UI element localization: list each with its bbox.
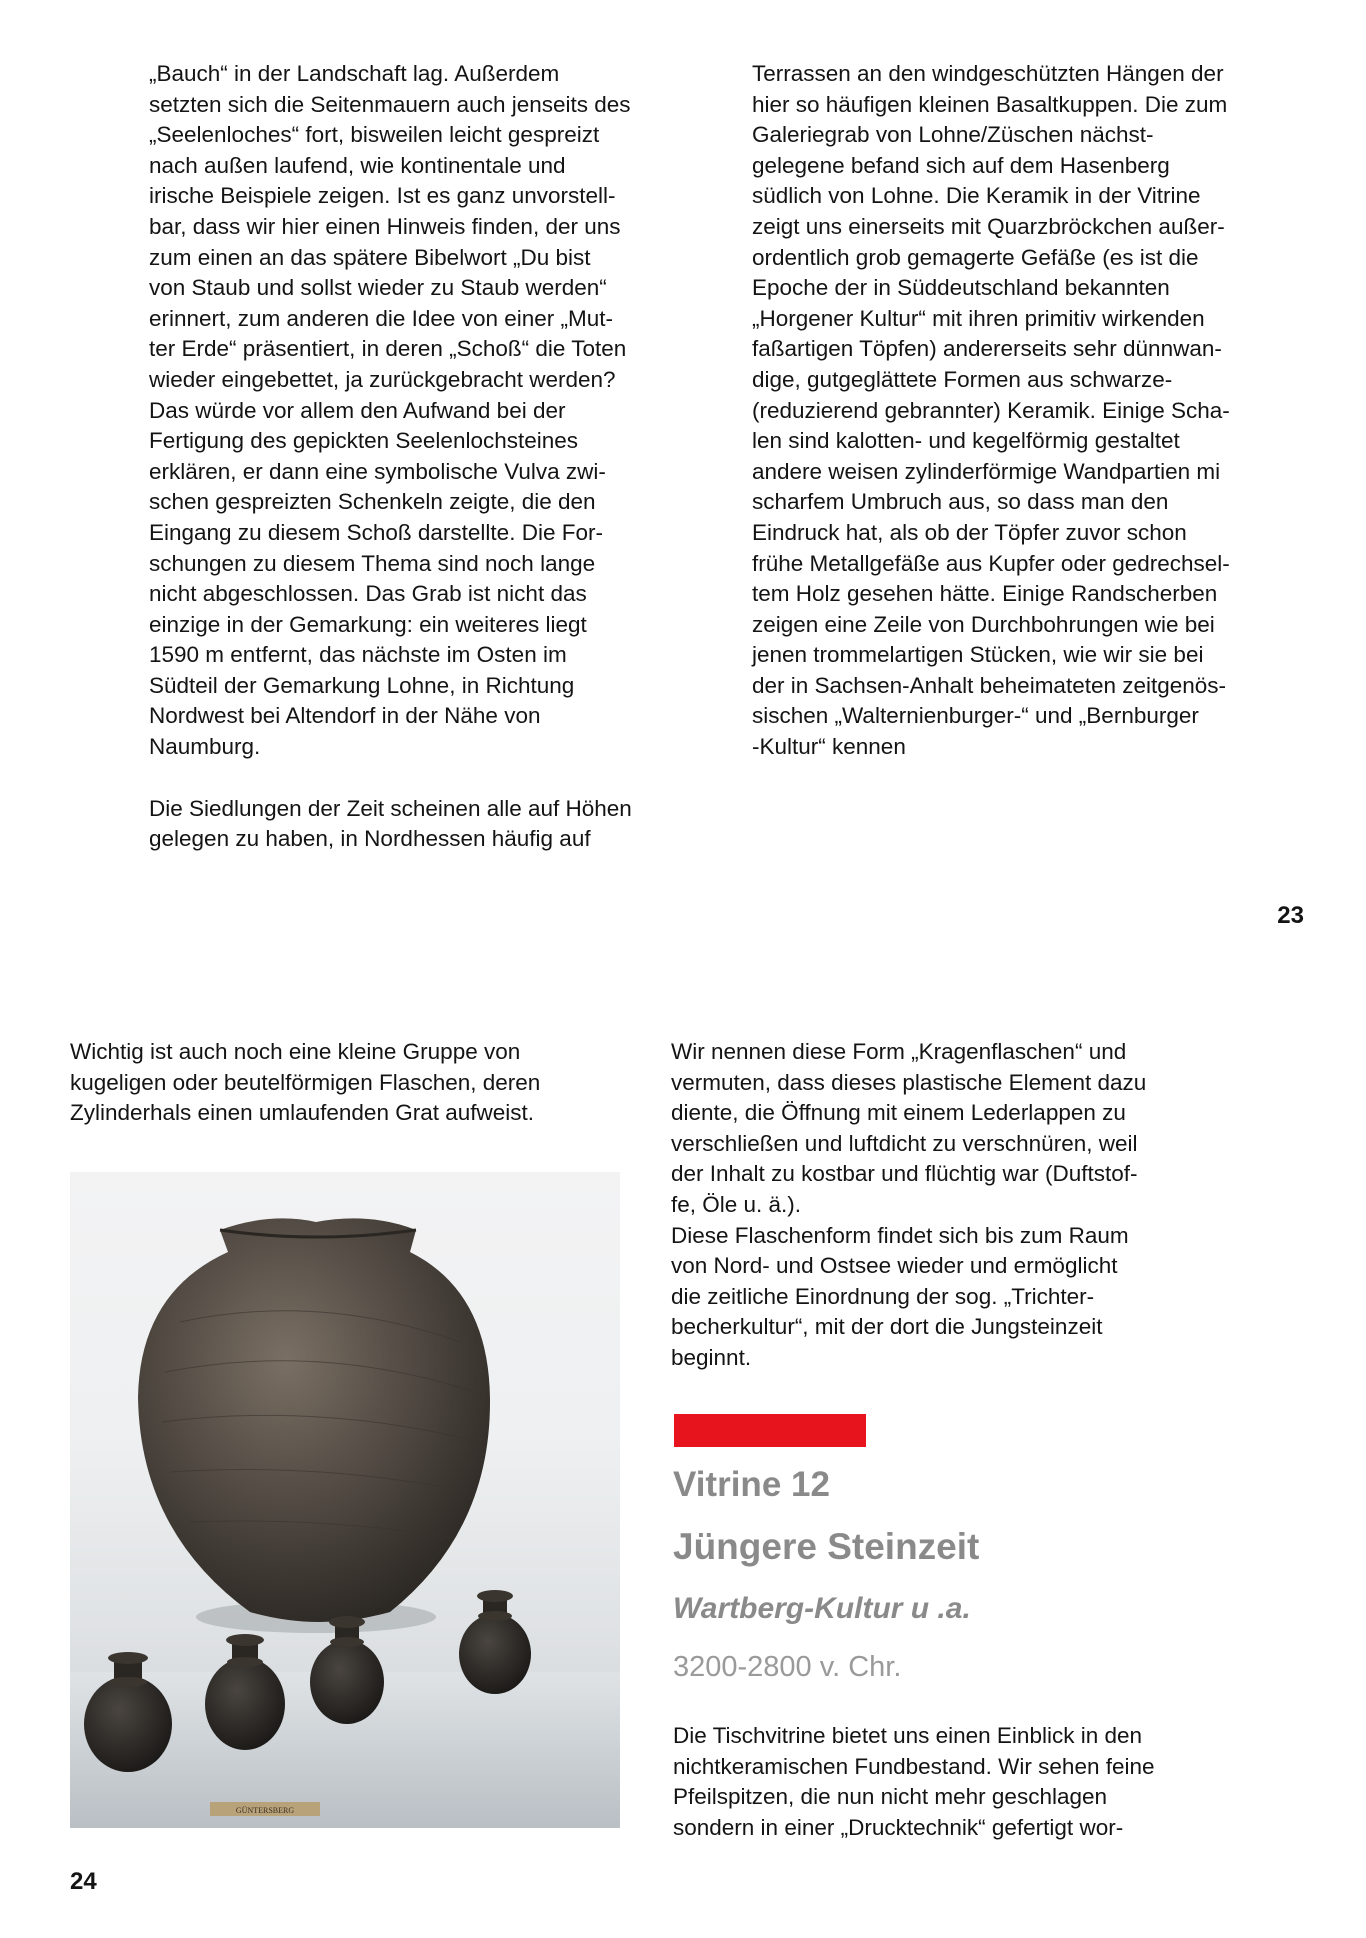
page24-intro-paragraph [70,1037,630,1129]
page23-right-column [752,59,1322,763]
page23-right-line: der in Sachsen-Anhalt beheimateten zeitgenös- [752,672,1227,698]
page23-left-p1-line: 1590 m entfernt, das nächste im Osten im [149,642,567,668]
page24-right-line: becherkultur“, mit der dort die Jungsteinzeit [671,1314,1103,1340]
page24-intro-line: kugeligen oder beutelförmigen Flaschen, deren [70,1069,541,1095]
large-pot [138,1218,490,1622]
page23-left-p1-line: Eingang zu diesem Schoß darstellte. Die For- [149,519,603,545]
page23-left-p1-line: bar, dass wir hier einen Hinweis finden, der uns [149,213,621,239]
page23-left-p1-line: Das würde vor allem den Aufwand bei der [149,397,566,423]
page24-right-line: diente, die Öffnung mit einem Lederlappen zu [671,1100,1126,1126]
page23-left-p2-line: gelegen zu haben, in Nordhessen häufig auf [149,826,591,852]
page24-right-line: fe, Öle u. ä.). [671,1191,802,1217]
page23-right-line: tem Holz gesehen hätte. Einige Randscherben [752,581,1218,607]
vessel-photo [70,1172,620,1828]
page23-right-line: Epoche der in Süddeutschland bekannten [752,275,1170,301]
page24-intro-line: Zylinderhals einen umlaufenden Grat aufweist. [70,1100,535,1126]
page23-left-column [149,59,709,855]
page24-left-intro [70,1037,630,1129]
page23-right-line: zeigen eine Zeile von Durchbohrungen wie bei [752,611,1215,637]
page23-left-p1-line: zum einen an das spätere Bibelwort „Du bist [149,244,591,270]
page23-left-p1-line: erinnert, zum anderen die Idee von einer „Mut- [149,305,613,331]
page23-right-line: jenen trommelartigen Stücken, wie wir sie bei [752,642,1204,668]
vitrine-date: 3200-2800 v. Chr. [673,1651,902,1683]
page23-right-line: hier so häufigen kleinen Basaltkuppen. Die zum [752,91,1228,117]
page23-right-line: Galeriegrab von Lohne/Züschen nächst- [752,122,1154,148]
page24-right-line: Diese Flaschenform findet sich bis zum Raum [671,1222,1129,1248]
page23-left-paragraph-1 [149,59,709,763]
page23-left-p1-line: nach außen laufend, wie kontinentale und [149,152,566,178]
page23-right-line: Terrassen an den windgeschützten Hängen der [752,61,1224,86]
page-number-24: 24 [70,1868,97,1895]
page23-right-line: frühe Metallgefäße aus Kupfer oder gedrechsel- [752,550,1230,576]
page23-left-p1-line: ter Erde“ präsentiert, in deren „Schoß“ die Toten [149,336,627,362]
tisch-line: sondern in einer „Drucktechnik“ gefertigt wor- [673,1814,1124,1840]
red-accent-bar [674,1414,866,1447]
page24-intro-line: Wichtig ist auch noch eine kleine Gruppe von [70,1039,521,1064]
vitrine-title: Jüngere Steinzeit [673,1526,980,1567]
page23-left-p2-line: Die Siedlungen der Zeit scheinen alle auf Höhen [149,795,632,821]
tischvitrine-text [673,1721,1273,1843]
page24-right-line: von Nord- und Ostsee wieder und ermöglicht [671,1253,1118,1279]
page23-right-line: Eindruck hat, als ob der Töpfer zuvor schon [752,519,1187,545]
page23-left-p1-line: nicht abgeschlossen. Das Grab ist nicht das [149,581,587,607]
page23-right-line: ordentlich grob gemagerte Gefäße (es ist die [752,244,1199,270]
page23-right-line: „Horgener Kultur“ mit ihren primitiv wirkenden [752,305,1205,331]
page24-right-column [671,1037,1271,1374]
page23-left-p1-line: Fertigung des gepickten Seelenlochsteines [149,428,579,454]
photo-label-text: GÜNTERSBERG [235,1806,295,1815]
page-number-23: 23 [1277,902,1304,929]
page24-right-line: der Inhalt zu kostbar und flüchtig war (Duftstof- [671,1161,1138,1187]
page23-right-line: südlich von Lohne. Die Keramik in der Vitrine [752,183,1201,209]
page23-left-p1-line: wieder eingebettet, ja zurückgebracht werden? [149,366,616,392]
page23-right-line: faßartigen Töpfen) andererseits sehr dünnwan- [752,336,1222,362]
page23-right-line: len sind kalotten- und kegelförmig gestaltet [752,428,1180,454]
page23-left-p1-line: „Bauch“ in der Landschaft lag. Außerdem [149,61,560,86]
tisch-line: Die Tischvitrine bietet uns einen Einblick in den [673,1723,1143,1748]
page23-right-paragraph [752,59,1322,763]
page23-left-p1-line: schen gespreizten Schenkeln zeigte, die den [149,489,596,515]
page23-right-line: (reduzierend gebrannter) Keramik. Einige Scha- [752,397,1230,423]
page24-right-line: Wir nennen diese Form „Kragenflaschen“ und [671,1039,1127,1064]
vessel-photo-illustration [70,1172,620,1828]
page23-left-paragraph-2 [149,794,709,855]
page23-right-line: zeigt uns einerseits mit Quarzbröckchen außer- [752,213,1225,239]
page24-right-line: verschließen und luftdicht zu verschnüren, weil [671,1130,1138,1156]
page23-right-line: gelegene befand sich auf dem Hasenberg [752,152,1170,178]
vitrine-subtitle: Wartberg-Kultur u .a. [673,1592,971,1625]
page24-right-line: beginnt. [671,1344,752,1370]
page23-left-p1-line: Naumburg. [149,734,261,760]
page23-left-p1-line: erklären, er dann eine symbolische Vulva zwi- [149,458,606,484]
page23-right-line: dige, gutgeglättete Formen aus schwarze- [752,366,1173,392]
small-bottle-4 [459,1590,531,1694]
page23-right-line: -Kultur“ kennen [752,734,906,760]
page23-left-p1-line: Südteil der Gemarkung Lohne, in Richtung [149,672,575,698]
page24-right-paragraph [671,1037,1271,1374]
tischvitrine-paragraph [673,1721,1273,1843]
page23-left-p1-line: schungen zu diesem Thema sind noch lange [149,550,596,576]
tisch-line: Pfeilspitzen, die nun nicht mehr geschlagen [673,1784,1108,1810]
page23-left-p1-line: „Seelenloches“ fort, bisweilen leicht gespreizt [149,122,600,148]
page24-right-line: vermuten, dass dieses plastische Element dazu [671,1069,1147,1095]
small-bottle-2 [205,1634,285,1750]
page23-left-p1-line: Nordwest bei Altendorf in der Nähe von [149,703,541,729]
page23-left-p1-line: von Staub und sollst wieder zu Staub werden“ [149,275,607,301]
page23-left-p1-line: irische Beispiele zeigen. Ist es ganz unvorstell- [149,183,616,209]
page23-left-p1-line: einzige in der Gemarkung: ein weiteres liegt [149,611,587,637]
page23-right-line: andere weisen zylinderförmige Wandpartien mi [752,458,1221,484]
page23-left-p1-line: setzten sich die Seitenmauern auch jenseits des [149,91,631,117]
page24-right-line: die zeitliche Einordnung der sog. „Trichter- [671,1283,1095,1309]
page23-right-line: scharfem Umbruch aus, so dass man den [752,489,1169,515]
tisch-line: nichtkeramischen Fundbestand. Wir sehen feine [673,1753,1155,1779]
page23-right-line: sischen „Walternienburger-“ und „Bernburger [752,703,1199,729]
vitrine-number: Vitrine 12 [673,1465,830,1504]
small-bottle-1 [84,1652,172,1772]
